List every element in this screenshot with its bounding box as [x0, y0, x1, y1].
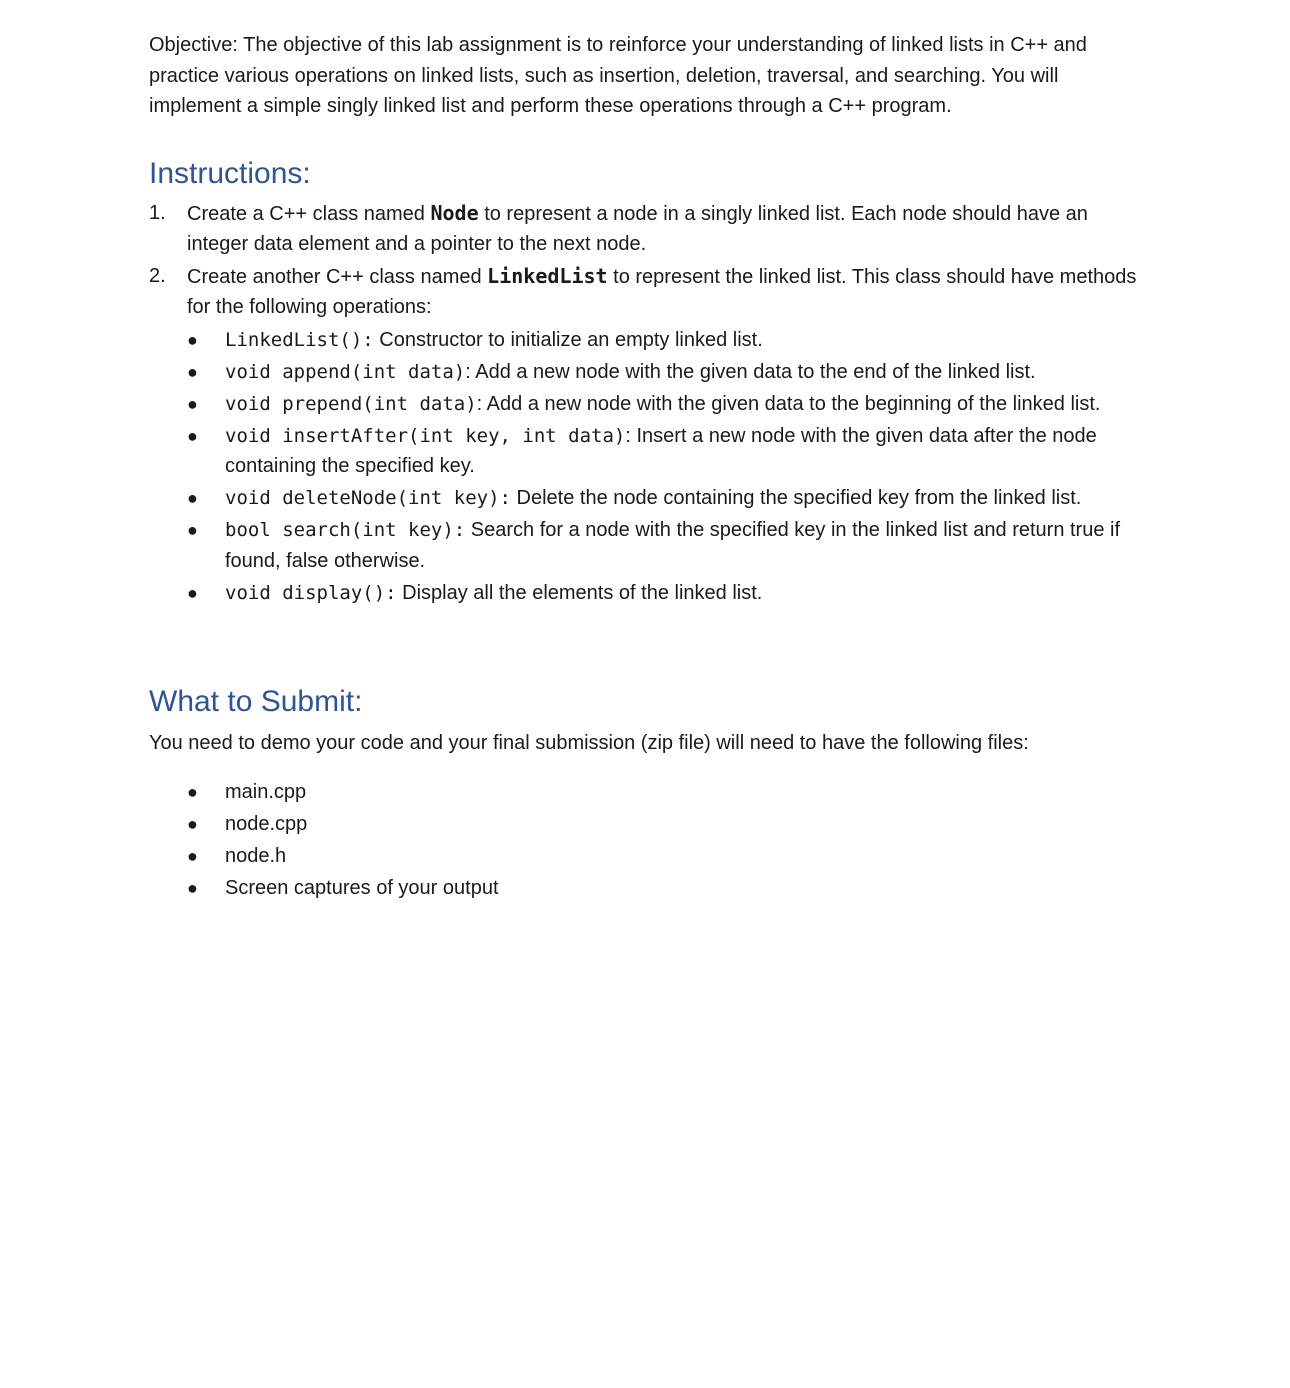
bullet-icon: ●	[187, 813, 198, 834]
method-item	[187, 325, 1139, 356]
instruction-number: 1.	[149, 201, 166, 224]
class-name-node: Node	[430, 200, 479, 225]
bullet-icon: ●	[187, 425, 198, 446]
instruction-number: 2.	[149, 264, 166, 287]
instruction-item-1	[149, 198, 1139, 260]
method-item	[187, 483, 1139, 514]
objective-paragraph: Objective: The objective of this lab assignment is to reinforce your understanding of linked lists in C++ and practice various operations on linked lists, such as insertion, deletion, traversal, and searching. You will implement a simple singly linked list and perform these operations through a C++ program.	[149, 34, 1087, 117]
file-item	[187, 841, 1139, 872]
method-description: Search for a node with the specified key in the linked list and return true if found, false otherwise.	[225, 519, 1121, 572]
file-item	[187, 777, 1139, 808]
file-name: Screen captures of your output	[225, 876, 499, 899]
file-item	[187, 873, 1139, 904]
method-signature: void prepend(int data)	[225, 392, 477, 415]
document-page	[149, 30, 1139, 905]
file-name: node.cpp	[225, 812, 308, 835]
bullet-icon: ●	[187, 582, 198, 603]
method-description: : Insert a new node with the given data after the node containing the specified key.	[225, 424, 1097, 477]
method-description: Delete the node containing the specified key from the linked list.	[510, 487, 1082, 509]
file-name: node.h	[225, 844, 287, 867]
instruction-text: to represent the linked list. This class should have methods for the following operations:	[187, 265, 1137, 318]
instruction-text: Create another C++ class named	[187, 265, 488, 288]
bullet-icon: ●	[187, 520, 198, 540]
bullet-icon: ●	[187, 877, 198, 898]
submit-heading: What to Submit:	[149, 685, 363, 718]
instructions-list	[149, 198, 1139, 323]
methods-list	[187, 325, 1139, 609]
method-item	[187, 578, 1139, 609]
class-name-linkedlist: LinkedList	[487, 263, 608, 288]
method-signature: LinkedList():	[225, 328, 374, 351]
method-description: Display all the elements of the linked list.	[396, 581, 763, 604]
instructions-heading: Instructions:	[149, 156, 311, 190]
method-signature: void append(int data)	[225, 360, 466, 383]
method-item	[187, 421, 1139, 482]
method-item	[187, 389, 1139, 420]
method-signature: void deleteNode(int key):	[225, 487, 511, 509]
method-description: Constructor to initialize an empty linked list.	[373, 328, 763, 351]
instruction-text: to represent a node in a singly linked list. Each node should have an integer data element and a pointer to the next node.	[187, 202, 1088, 255]
instruction-text: Create a C++ class named	[187, 202, 431, 225]
method-item	[187, 515, 1139, 576]
method-signature: bool search(int key):	[225, 519, 466, 541]
instruction-item-2	[149, 261, 1139, 323]
method-description: : Add a new node with the given data to the beginning of the linked list.	[476, 392, 1101, 415]
file-item	[187, 809, 1139, 840]
bullet-icon: ●	[187, 781, 198, 802]
bullet-icon: ●	[187, 393, 198, 414]
bullet-icon: ●	[187, 488, 198, 508]
method-description: : Add a new node with the given data to the end of the linked list.	[465, 360, 1036, 383]
method-signature: void insertAfter(int key, int data)	[225, 424, 626, 447]
submit-paragraph: You need to demo your code and your final submission (zip file) will need to have the following files:	[149, 732, 1029, 754]
file-name: main.cpp	[225, 780, 307, 803]
method-item	[187, 357, 1139, 388]
bullet-icon: ●	[187, 361, 198, 382]
files-list	[187, 777, 1139, 904]
method-signature: void display():	[225, 581, 397, 604]
bullet-icon: ●	[187, 845, 198, 866]
bullet-icon: ●	[187, 329, 198, 350]
